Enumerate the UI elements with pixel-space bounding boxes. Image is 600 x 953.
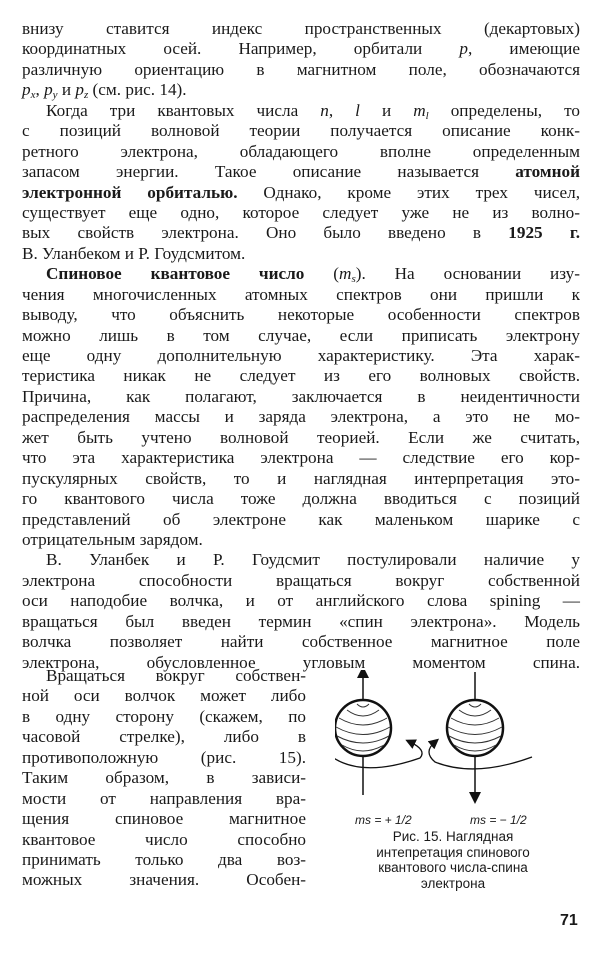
text-run: ). На основании изу- [355,264,580,284]
text-run: запасом энергии. Такое описание называется [22,162,516,182]
text-line: мости от направления вра- [22,788,306,808]
text-line: щения спиновое магнитное [22,809,306,829]
text-run: оси наподобие волчка, и от английского слова spining — [22,591,580,611]
text-run: l [355,100,360,120]
text-run: , [35,80,45,100]
text-run: n [320,100,329,120]
text-run: распределения массы и заряда электрона, а это не мо- [22,407,580,427]
text-run: и [359,100,414,120]
figure-caption [318,829,588,891]
text-run: отрицательным зарядом. [22,529,203,549]
caption-line: интепретация спинового [376,844,530,860]
text-line: квантовое число способно [22,829,306,849]
text-run: электронной орбиталью. [22,182,238,202]
text-run: 1925 г. [508,223,580,243]
text-line [22,469,580,489]
text-run: электрона способности вращаться вокруг собственной [22,570,580,590]
text-run: ( [304,264,340,284]
text-run: Когда три квантовых числа [46,100,321,120]
text-run: атомной [515,162,580,182]
text-line: принимать только два воз- [22,849,306,869]
text-run: теристика никак не следует из его волновых свойств. [22,366,580,386]
caption-line: Рис. 15. Наглядная [392,829,514,844]
text-run: Причина, как полагают, заключается в неидентичности [22,386,580,406]
text-line [22,19,580,39]
text-line [22,80,580,100]
text-line [22,142,580,162]
text-run: определены, то [428,100,580,120]
text-run: ретного электрона, обладающего вполне определенным [22,141,580,161]
spin-down-sphere-icon [429,672,532,798]
spin-label-minus: ms = − 1/2 [470,813,527,827]
text-run: пускулярных свойств, то и наглядная интерпретация это- [22,468,580,488]
text-line [22,264,580,284]
page-number: 71 [560,912,578,929]
text-run: z [83,89,89,102]
text-run: чения многочисленных атомных спектров они пришли к [22,284,580,304]
text-run: что эта характеристика электрона — следствие его кор- [22,448,580,468]
text-run: m [413,100,426,120]
text-run: p [44,80,53,100]
text-line [22,39,580,59]
text-line [22,203,580,223]
text-line [22,489,580,509]
text-line [22,366,580,386]
text-run: вращаться был введен термин «спин электрона». Модель [22,611,580,631]
spin-up-sphere-icon [335,672,422,795]
text-line [22,60,580,80]
text-line [22,448,580,468]
text-line [22,285,580,305]
text-run: m [339,264,352,284]
text-line [22,305,580,325]
text-line [22,121,580,141]
text-line [22,612,580,632]
text-line: Вращаться вокруг собствен- [46,666,306,685]
text-line [22,183,580,203]
text-line [22,530,580,550]
text-line [22,591,580,611]
text-line [22,510,580,530]
text-run: l [425,109,429,122]
text-run: p [22,80,31,100]
main-text [22,19,580,673]
text-line [22,244,580,264]
text-line [22,428,580,448]
text-line [22,407,580,427]
text-run: s [351,273,356,286]
text-line [22,632,580,652]
spin-label-plus: ms = + 1/2 [355,813,412,827]
text-line [22,101,580,121]
text-run: , имеющие [467,39,580,59]
text-line: в одну сторону (скажем, по [22,706,306,726]
text-run: внизу ставится индекс пространственных (декартовых) [22,19,580,38]
text-run: (см. рис. 14). [88,80,187,100]
text-run: p [75,80,84,100]
text-run: p [459,39,468,59]
text-run: и [57,80,76,100]
spin-figure [335,670,585,810]
text-run: , [328,100,356,120]
text-run: с позиций волновой теории получается описание конк- [22,121,580,141]
text-run: существует еще одно, которое следует уже не из волно- [22,202,580,222]
text-run: го квантового числа тоже должна вводиться с позиций [22,489,580,509]
text-line [22,550,580,570]
text-line [22,326,580,346]
text-line: противоположную (рис. 15). [22,747,306,767]
caption-line: квантового числа-спина [378,860,528,875]
text-run: можно лишь в том случае, если приписать электрону [22,325,580,345]
text-line [22,571,580,591]
text-run: вых свойств электрона. Оно было введено в [22,223,509,243]
text-run: координатных осей. Например, орбитали [22,39,460,59]
left-column-text [22,666,306,891]
text-line [22,162,580,182]
text-run: В. Уланбек и Р. Гоудсмит постулировали наличие у [46,550,580,570]
text-run: В. Уланбеком и Р. Гоудсмитом. [22,243,246,263]
text-run: жет быть учтено волновой теорией. Если же считать, [22,427,580,447]
text-line: можных значения. Особен- [22,870,306,890]
text-run: Спиновое квантовое число [46,264,305,284]
text-line [22,346,580,366]
text-run: y [52,89,58,102]
text-run: электрона, обусловленное угловым моментом спина. [22,652,580,672]
text-run: выводу, что объяснить некоторые особенности спектров [22,305,580,325]
text-run: Однако, кроме этих трех чисел, [237,182,581,202]
text-run: различную ориентацию в магнитном поле, обозначаются [22,59,580,79]
text-line: часовой стрелке), либо в [22,727,306,747]
text-run: представлений об электроне как маленьком шарике с [22,509,580,529]
text-line [22,387,580,407]
caption-line: электрона [420,875,486,891]
text-run: волчка позволяет найти собственное магнитное поле [22,632,580,652]
text-run: x [30,89,36,102]
text-line: ной оси волчок может либо [22,686,306,706]
text-line [22,223,580,243]
text-run: еще одну дополнительную характеристику. Эта харак- [22,346,580,365]
text-line: Таким образом, в зависи- [22,768,306,788]
